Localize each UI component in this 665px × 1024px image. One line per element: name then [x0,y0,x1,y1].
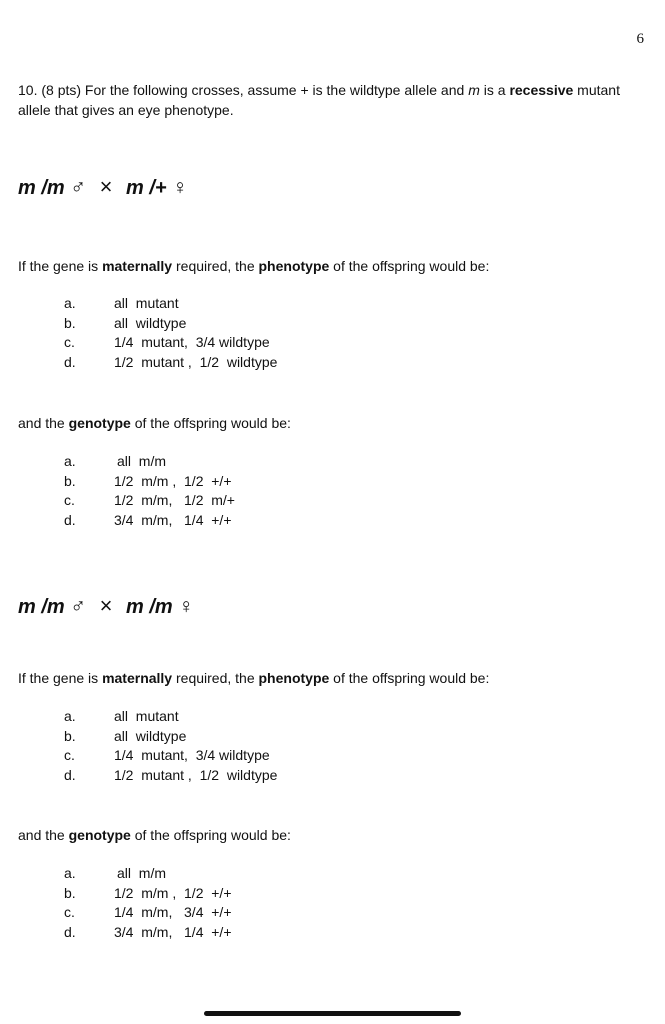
prompt-emphasis: maternally [102,670,173,686]
prompt-emphasis: phenotype [258,258,330,274]
option-letter: d. [64,511,76,528]
prompt-text: of the offspring would be: [329,670,490,686]
question-text-post: mutant allele that gives an eye phenotype. [18,82,620,118]
option-text: 1/2 mutant , 1/2 wildtype [114,766,278,783]
phenotype-options-2 [64,707,277,785]
allele-symbol: m [468,82,480,98]
prompt-text: and the [18,415,69,431]
option-a[interactable] [64,707,277,727]
option-letter: c. [64,334,75,350]
option-text: 1/4 m/m, 3/4 +/+ [114,904,232,920]
option-letter: b. [64,727,76,744]
option-b[interactable] [64,727,277,747]
option-letter: d. [64,923,76,940]
male-symbol-icon: ♂ [70,595,86,618]
option-a[interactable] [64,864,232,884]
prompt-emphasis: genotype [68,827,131,843]
phenotype-prompt-1 [18,256,489,276]
cross-2-male: m /m [18,596,65,618]
option-a[interactable] [64,452,235,472]
female-symbol-icon: ♀ [172,176,188,199]
option-letter: c. [64,904,75,920]
cross-2-female: m /m [125,596,173,618]
recessive-emphasis: recessive [509,82,574,98]
option-letter: a. [64,708,76,724]
question-text-pre: For the following crosses, assume + is the wildtype allele and [81,82,469,98]
prompt-emphasis: maternally [102,258,173,274]
option-text: 1/4 mutant, 3/4 wildtype [114,334,270,350]
option-text: 1/2 mutant , 1/2 wildtype [114,353,278,370]
option-text: all wildtype [114,727,187,744]
option-c[interactable] [64,746,277,766]
option-letter: a. [64,295,76,311]
home-indicator-bar[interactable] [204,1011,461,1016]
option-letter: c. [64,492,75,508]
option-text: all m/m [117,453,166,469]
option-c[interactable] [64,491,235,511]
option-text: all mutant [114,708,179,724]
cross-1-male: m /m [18,177,65,199]
option-letter: b. [64,314,76,331]
cross-2 [18,593,194,619]
female-symbol-icon: ♀ [178,595,194,618]
option-letter: b. [64,884,76,901]
genotype-options-1 [64,452,235,530]
cross-times-icon: × [99,593,113,618]
option-d[interactable] [64,923,232,943]
option-c[interactable] [64,903,232,923]
prompt-emphasis: genotype [68,415,131,431]
option-letter: c. [64,747,75,763]
prompt-text: of the offspring would be: [130,415,291,431]
option-d[interactable] [64,353,277,373]
option-d[interactable] [64,511,235,531]
question-text-mid: is a [479,82,510,98]
question-text [18,80,650,120]
option-letter: b. [64,472,76,489]
page-number: 6 [636,31,644,47]
option-text: all mutant [114,295,179,311]
option-text: 1/2 m/m, 1/2 m/+ [114,492,235,508]
prompt-text: required, the [172,670,259,686]
phenotype-options-1 [64,294,277,372]
question-points: (8 pts) [41,82,82,98]
genotype-prompt-1 [18,413,291,433]
prompt-text: If the gene is [18,670,103,686]
option-text: all m/m [117,865,166,881]
prompt-text: of the offspring would be: [130,827,291,843]
option-letter: a. [64,865,76,881]
option-b[interactable] [64,314,277,334]
option-text: 1/4 mutant, 3/4 wildtype [114,747,270,763]
cross-times-icon: × [99,174,113,199]
genotype-options-2 [64,864,232,942]
genotype-prompt-2 [18,825,291,845]
prompt-text: and the [18,827,69,843]
option-b[interactable] [64,884,232,904]
prompt-emphasis: phenotype [258,670,330,686]
option-text: 1/2 m/m , 1/2 +/+ [114,884,232,901]
option-c[interactable] [64,333,277,353]
phenotype-prompt-2 [18,668,489,688]
option-text: 1/2 m/m , 1/2 +/+ [114,472,232,489]
prompt-text: of the offspring would be: [329,258,490,274]
question-number: 10. [18,82,38,98]
prompt-text: If the gene is [18,258,103,274]
option-letter: d. [64,353,76,370]
option-letter: a. [64,453,76,469]
prompt-text: required, the [172,258,259,274]
option-a[interactable] [64,294,277,314]
option-text: 3/4 m/m, 1/4 +/+ [114,511,232,528]
cross-1 [18,174,188,200]
option-text: all wildtype [114,314,187,331]
option-letter: d. [64,766,76,783]
option-d[interactable] [64,766,277,786]
male-symbol-icon: ♂ [70,176,86,199]
option-b[interactable] [64,472,235,492]
option-text: 3/4 m/m, 1/4 +/+ [114,923,232,940]
cross-1-female: m /+ [125,177,167,199]
